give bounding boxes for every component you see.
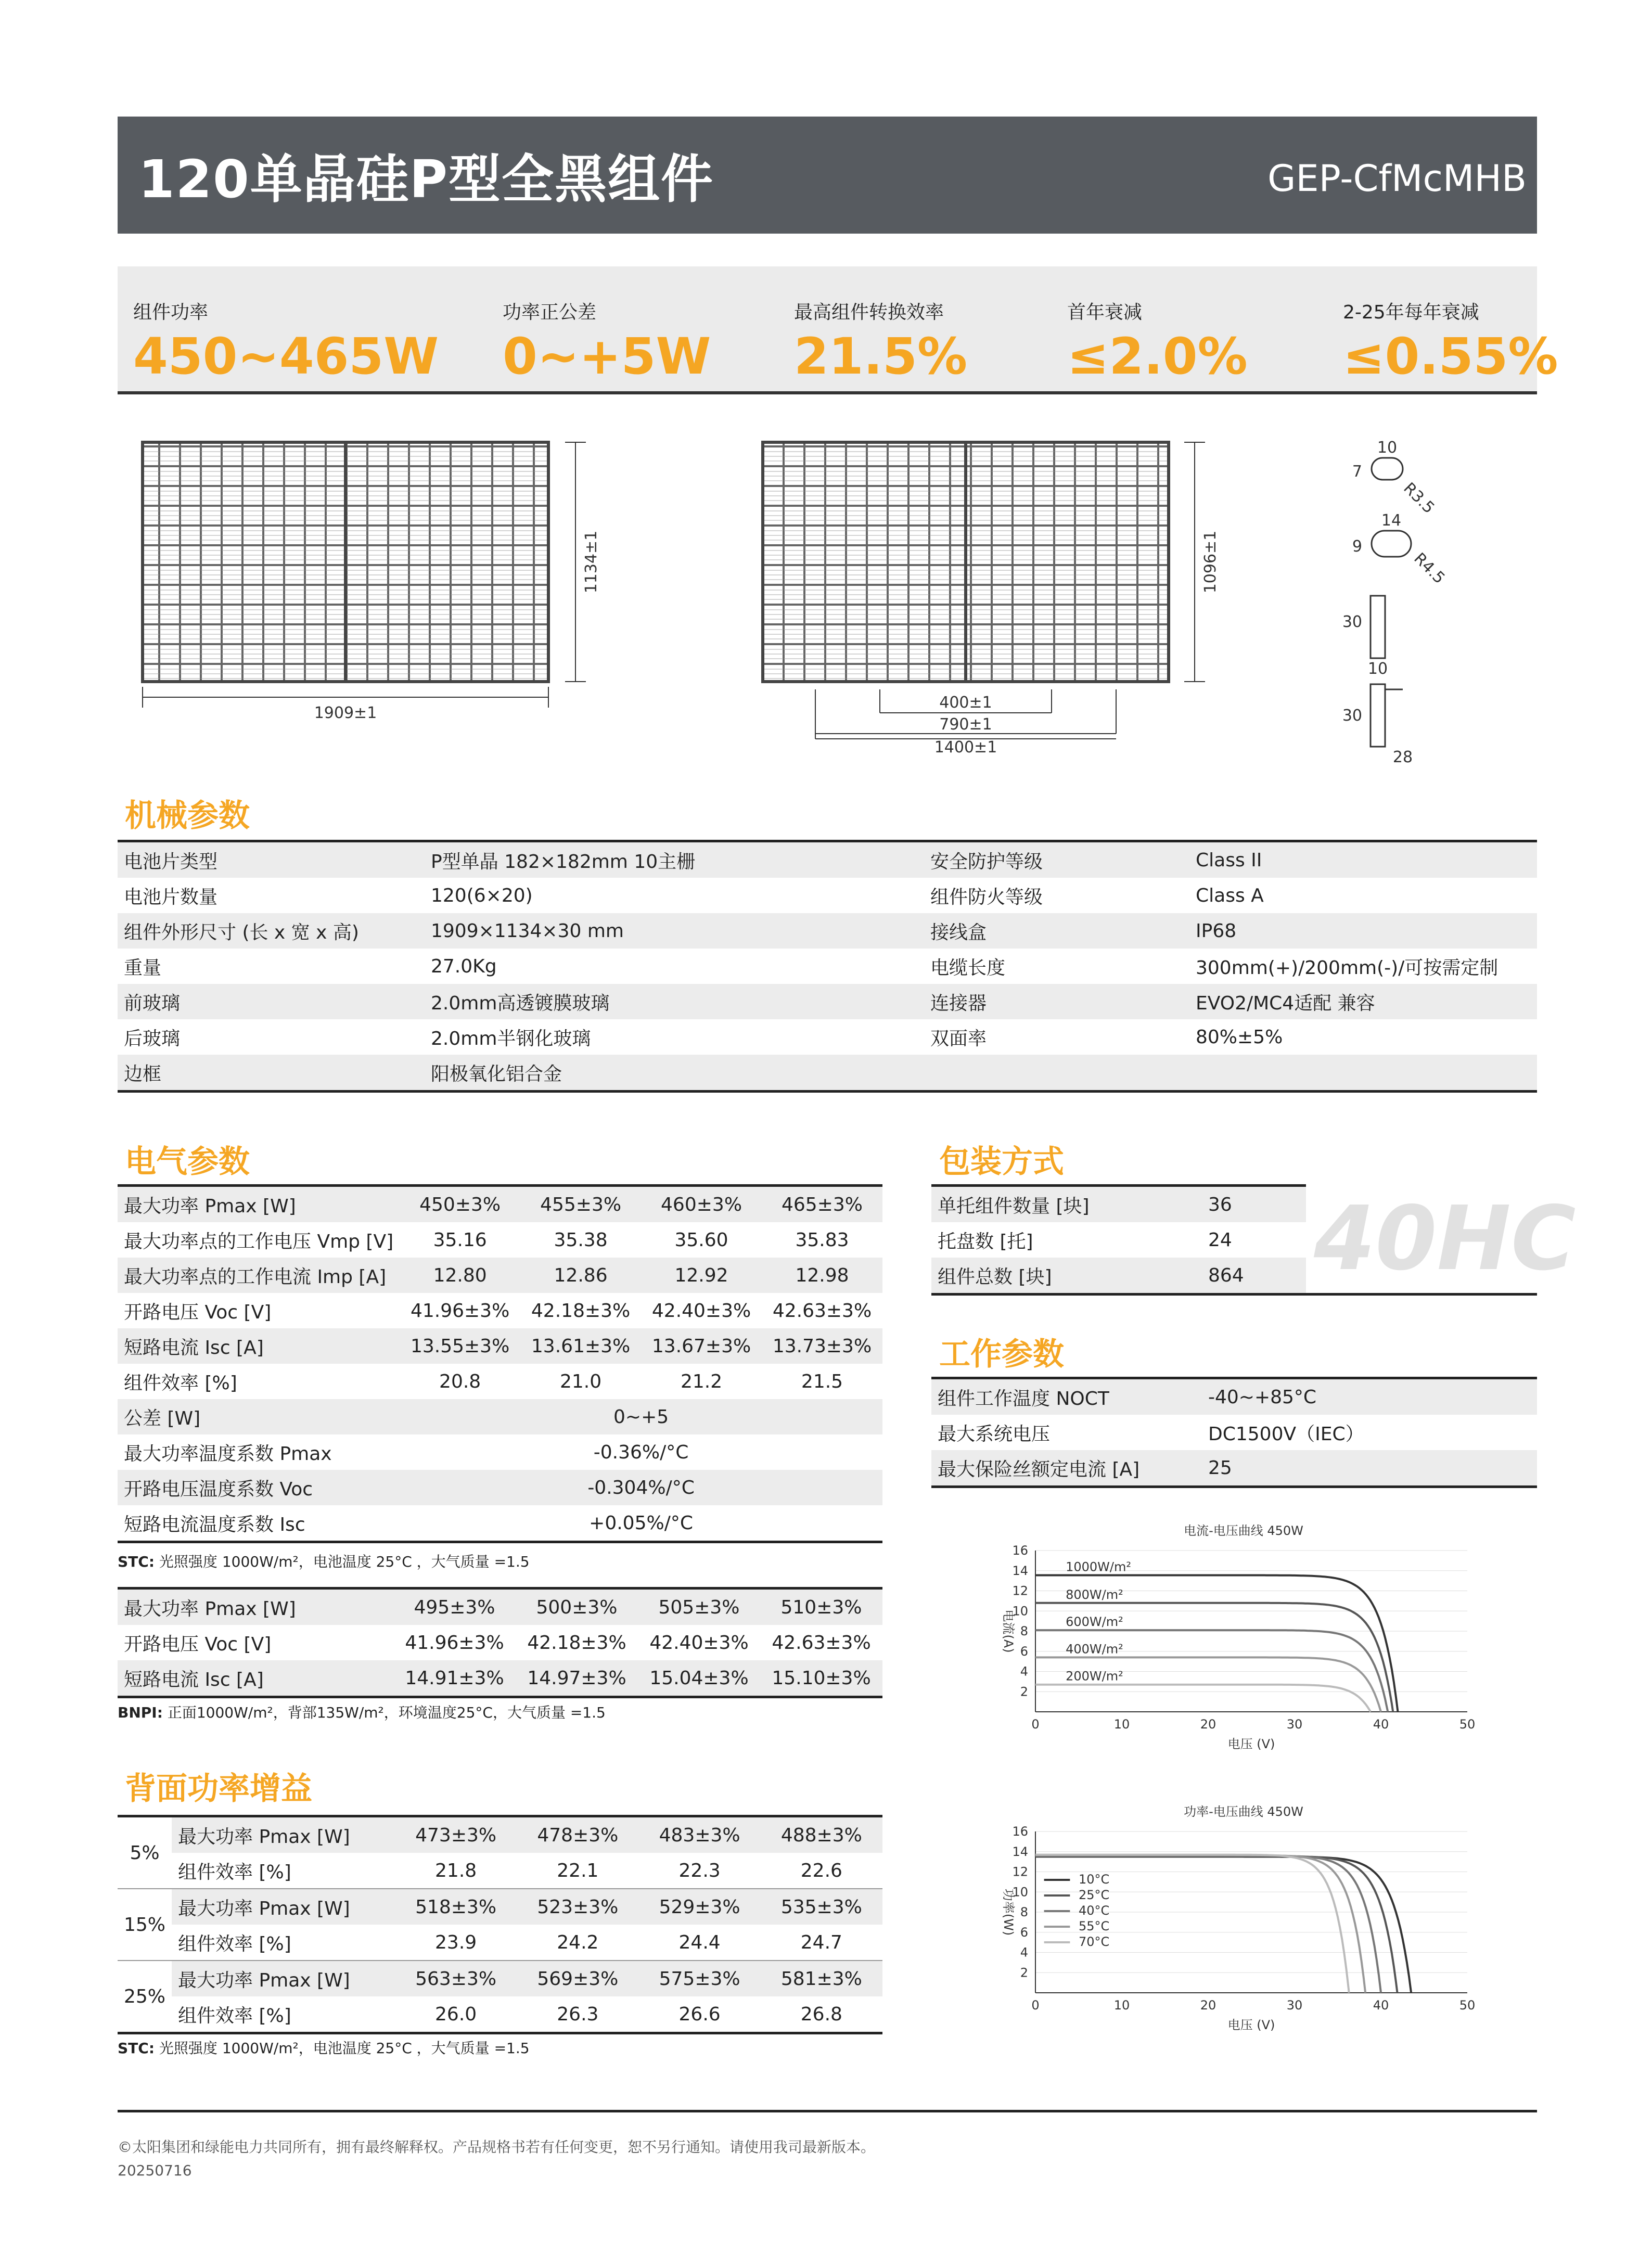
table-cell: 24.7 [761, 1925, 882, 1961]
table-cell: 单托组件数量 [块] [931, 1186, 1202, 1223]
table-cell: 35.16 [400, 1222, 520, 1258]
table-cell: 473±3% [395, 1816, 517, 1853]
table-row [118, 1853, 882, 1889]
chart-title: 电流-电压曲线 450W [1184, 1523, 1303, 1538]
footer-date: 20250716 [118, 2162, 192, 2179]
table-cell: 连接器 [924, 984, 1189, 1019]
table-cell: 前玻璃 [118, 984, 425, 1019]
kpi-annual [1343, 298, 1558, 386]
table-cell: 581±3% [761, 1961, 882, 1996]
table-cell: 42.63±3% [760, 1625, 882, 1660]
y-tick-label: 12 [1012, 1864, 1028, 1879]
table-cell: 42.18±3% [516, 1625, 638, 1660]
legend-label: 55°C [1079, 1919, 1110, 1933]
table-cell: 35.60 [641, 1222, 762, 1258]
table-cell: 25% [118, 1961, 172, 2033]
table-cell: 接线盒 [924, 913, 1189, 949]
kpi-efficiency [794, 298, 967, 386]
table-cell: 21.2 [641, 1364, 762, 1399]
y-tick-label: 8 [1020, 1905, 1028, 1919]
front-height-label: 1134±1 [582, 530, 600, 594]
table-row [931, 1258, 1306, 1295]
x-tick-label: 10 [1113, 1717, 1130, 1732]
table-row [118, 913, 1537, 949]
table-cell: 26.0 [395, 1996, 517, 2033]
table-cell: 483±3% [638, 1816, 760, 1853]
model-number: GEP-CfMcMHB [1267, 157, 1527, 200]
table-cell: 24.2 [517, 1925, 638, 1961]
back-dim1-label: 400±1 [939, 694, 992, 712]
table-cell: EVO2/MC4适配 兼容 [1189, 984, 1537, 1019]
table-cell: 80%±5% [1189, 1019, 1537, 1055]
table-row [118, 1925, 882, 1961]
table-cell: 460±3% [641, 1186, 762, 1223]
profile4-height: 30 [1342, 707, 1362, 725]
x-tick-label: 10 [1113, 1998, 1130, 2013]
profile1-radius: R3.5 [1400, 479, 1438, 518]
table-cell [1189, 1055, 1537, 1092]
kpi-label: 2-25年每年衰减 [1343, 302, 1479, 323]
table-cell: 组件效率 [%] [118, 1364, 400, 1399]
table-row [118, 1293, 882, 1328]
y-axis-label: 电流(A) [1001, 1609, 1016, 1653]
kpi-label: 首年衰减 [1067, 302, 1143, 323]
table-cell: 托盘数 [托] [931, 1222, 1202, 1258]
profile3-height: 30 [1342, 613, 1362, 631]
table-cell: 41.96±3% [400, 1293, 520, 1328]
table-row [118, 1399, 882, 1434]
table-cell: 22.3 [638, 1853, 760, 1889]
copyright-text: ©太阳集团和绿能电力共同所有，拥有最终解释权。产品规格书若有任何变更，恕不另行通知。请使用我司最新版本。 [118, 2138, 876, 2156]
x-tick-label: 40 [1373, 1998, 1389, 2013]
y-tick-label: 2 [1020, 1965, 1028, 1980]
table-cell: 阳极氧化铝合金 [425, 1055, 924, 1092]
table-cell: 组件效率 [%] [172, 1925, 395, 1961]
table-cell: 24 [1202, 1222, 1306, 1258]
table-cell: -40~+85°C [1202, 1378, 1537, 1415]
table-cell: 575±3% [638, 1961, 760, 1996]
legend-label: 70°C [1079, 1934, 1110, 1949]
table-cell: 最大功率 Pmax [W] [172, 1816, 395, 1853]
y-tick-label: 14 [1012, 1563, 1028, 1578]
table-cell: 开路电压温度系数 Voc [118, 1470, 400, 1505]
bifacial-stc-note: STC: 光照强度 1000W/m²，电池温度 25°C ，大气质量 =1.5 [118, 2040, 530, 2057]
series-label: 400W/m² [1066, 1642, 1123, 1657]
table-row [118, 984, 1537, 1019]
table-cell: 450±3% [400, 1186, 520, 1223]
table-cell: 26.6 [638, 1996, 760, 2033]
table-cell: 最大功率 Pmax [W] [172, 1961, 395, 1996]
table-cell: 安全防护等级 [924, 841, 1189, 878]
y-axis-label: 功率(W) [1001, 1888, 1016, 1936]
table-cell: 563±3% [395, 1961, 517, 1996]
kpi-strip [118, 266, 1558, 394]
table-cell: 35.38 [520, 1222, 641, 1258]
mechanical-title: 机械参数 [125, 798, 250, 834]
table-row [931, 1415, 1537, 1450]
table-cell: 1909×1134×30 mm [425, 913, 924, 949]
y-tick-label: 2 [1020, 1684, 1028, 1699]
table-cell: +0.05%/°C [400, 1505, 882, 1542]
pv-curve-chart [983, 1800, 1504, 2060]
table-cell: -0.36%/°C [400, 1434, 882, 1470]
profile2-radius: R4.5 [1410, 549, 1449, 588]
series-label: 1000W/m² [1066, 1559, 1132, 1574]
chart-title: 功率-电压曲线 450W [1184, 1804, 1303, 1819]
table-cell: 21.0 [520, 1364, 641, 1399]
stc-note: STC: 光照强度 1000W/m²，电池温度 25°C ，大气质量 =1.5 [118, 1553, 530, 1570]
table-row [118, 1055, 1537, 1092]
table-cell: 13.55±3% [400, 1328, 520, 1364]
table-cell: 22.1 [517, 1853, 638, 1889]
kpi-tolerance [503, 298, 711, 386]
table-cell: 最大功率 Pmax [W] [118, 1186, 400, 1223]
x-axis-label: 电压 (V) [1227, 1737, 1275, 1751]
y-tick-label: 8 [1020, 1624, 1028, 1638]
operating-table [931, 1377, 1537, 1488]
container-watermark: 40HC [1314, 1187, 1576, 1290]
table-cell: 42.40±3% [638, 1625, 760, 1660]
table-row [118, 1961, 882, 1996]
table-cell: 22.6 [761, 1853, 882, 1889]
table-cell: 最大功率 Pmax [W] [118, 1588, 393, 1625]
series-label: 800W/m² [1066, 1587, 1123, 1602]
series-line [1035, 1685, 1371, 1712]
front-view-drawing [143, 442, 600, 722]
table-cell: 495±3% [393, 1588, 516, 1625]
operating-title: 工作参数 [939, 1336, 1064, 1373]
table-cell: 组件工作温度 NOCT [931, 1378, 1202, 1415]
table-cell: 21.5 [762, 1364, 882, 1399]
table-cell: 2.0mm半钢化玻璃 [425, 1019, 924, 1055]
kpi-first-year [1067, 298, 1248, 386]
table-cell: 569±3% [517, 1961, 638, 1996]
table-cell: 26.3 [517, 1996, 638, 2033]
table-cell: 25 [1202, 1450, 1537, 1487]
table-cell: 24.4 [638, 1925, 760, 1961]
table-row [931, 1186, 1306, 1223]
y-tick-label: 12 [1012, 1583, 1028, 1598]
table-cell: 529±3% [638, 1889, 760, 1925]
table-cell [924, 1055, 1189, 1092]
packaging-rule [1306, 1293, 1537, 1296]
table-cell: 12.86 [520, 1258, 641, 1293]
back-dim2-label: 790±1 [939, 715, 992, 734]
table-row [118, 1996, 882, 2033]
table-row [118, 1816, 882, 1853]
back-height-label: 1096±1 [1201, 530, 1220, 594]
table-cell: 电缆长度 [924, 949, 1189, 984]
x-tick-label: 30 [1286, 1717, 1303, 1732]
table-cell: 电池片类型 [118, 841, 425, 878]
y-tick-label: 4 [1020, 1945, 1028, 1960]
kpi-label: 功率正公差 [503, 302, 597, 323]
table-cell: 500±3% [516, 1588, 638, 1625]
table-cell: 重量 [118, 949, 425, 984]
kpi-value: ≤2.0% [1067, 327, 1248, 386]
table-cell: 最大系统电压 [931, 1415, 1202, 1450]
table-row [931, 1378, 1537, 1415]
table-cell: 120(6×20) [425, 878, 924, 913]
legend-label: 25°C [1079, 1888, 1110, 1902]
table-row [118, 1258, 882, 1293]
y-tick-label: 10 [1012, 1604, 1028, 1619]
x-tick-label: 50 [1459, 1998, 1476, 2013]
table-cell: 510±3% [760, 1588, 882, 1625]
table-cell: 短路电流 Isc [A] [118, 1328, 400, 1364]
series-label: 200W/m² [1066, 1669, 1123, 1684]
table-cell: 14.91±3% [393, 1660, 516, 1697]
table-cell: 518±3% [395, 1889, 517, 1925]
profile2-width: 14 [1381, 511, 1402, 530]
kpi-label: 最高组件转换效率 [794, 302, 944, 323]
table-cell: 电池片数量 [118, 878, 425, 913]
series-label: 600W/m² [1066, 1615, 1123, 1630]
table-cell: 26.8 [761, 1996, 882, 2033]
table-cell: Class II [1189, 841, 1537, 878]
table-row [118, 1505, 882, 1542]
table-cell: 23.9 [395, 1925, 517, 1961]
kpi-value: ≤0.55% [1343, 327, 1558, 386]
frame-profile-drawings [1371, 458, 1411, 747]
bnpi-note: BNPI: 正面1000W/m²，背部135W/m²，环境温度25°C，大气质量 =1.5 [118, 1704, 606, 1721]
x-axis-label: 电压 (V) [1227, 2018, 1275, 2032]
bifacial-table [118, 1815, 882, 2034]
table-cell: 13.61±3% [520, 1328, 641, 1364]
table-cell: 最大功率温度系数 Pmax [118, 1434, 400, 1470]
kpi-value: 21.5% [794, 327, 968, 386]
table-cell: 465±3% [762, 1186, 882, 1223]
table-cell: 0~+5 [400, 1399, 882, 1434]
table-cell: 455±3% [520, 1186, 641, 1223]
module-drawings [118, 427, 1537, 780]
page-title: 120单晶硅P型全黑组件 [138, 149, 714, 210]
table-cell: 41.96±3% [393, 1625, 516, 1660]
table-row [118, 1186, 882, 1223]
table-row [118, 1588, 882, 1625]
table-cell: 15% [118, 1889, 172, 1961]
y-tick-label: 4 [1020, 1664, 1028, 1679]
table-cell: 组件效率 [%] [172, 1996, 395, 2033]
x-tick-label: 30 [1286, 1998, 1303, 2013]
table-cell: 12.92 [641, 1258, 762, 1293]
footer-rule [118, 2110, 1537, 2112]
table-cell: 36 [1202, 1186, 1306, 1223]
table-cell: 523±3% [517, 1889, 638, 1925]
electrical-table [118, 1184, 882, 1543]
profile1-width: 10 [1377, 439, 1398, 457]
kpi-label: 组件功率 [133, 302, 209, 323]
table-cell: 27.0Kg [425, 949, 924, 984]
table-cell: 开路电压 Voc [V] [118, 1625, 393, 1660]
table-cell: 开路电压 Voc [V] [118, 1293, 400, 1328]
table-row [931, 1450, 1537, 1487]
table-row [118, 949, 1537, 984]
legend-label: 10°C [1079, 1872, 1110, 1887]
table-cell: 35.83 [762, 1222, 882, 1258]
table-cell: 组件总数 [块] [931, 1258, 1202, 1295]
table-row [118, 1470, 882, 1505]
packaging-title: 包装方式 [939, 1144, 1064, 1180]
x-tick-label: 20 [1200, 1717, 1216, 1732]
table-cell: 最大功率点的工作电流 Imp [A] [118, 1258, 400, 1293]
back-view-drawing [763, 442, 1220, 757]
table-cell: 最大功率点的工作电压 Vmp [V] [118, 1222, 400, 1258]
y-tick-label: 14 [1012, 1844, 1028, 1859]
table-row [118, 1660, 882, 1697]
table-row [118, 841, 1537, 878]
table-cell: 42.18±3% [520, 1293, 641, 1328]
packaging-table [931, 1184, 1306, 1296]
table-cell: 边框 [118, 1055, 425, 1092]
table-cell: 组件防火等级 [924, 878, 1189, 913]
kpi-value: 450~465W [133, 327, 439, 386]
profile1-height: 7 [1352, 463, 1362, 481]
table-cell: 5% [118, 1816, 172, 1889]
table-row [118, 878, 1537, 913]
table-cell: DC1500V（IEC） [1202, 1415, 1537, 1450]
table-row [118, 1019, 1537, 1055]
table-cell: 505±3% [638, 1588, 760, 1625]
table-cell: 12.98 [762, 1258, 882, 1293]
x-tick-label: 40 [1373, 1717, 1389, 1732]
table-cell: Class A [1189, 878, 1537, 913]
x-tick-label: 50 [1459, 1717, 1476, 1732]
table-cell: 42.63±3% [762, 1293, 882, 1328]
table-row [118, 1364, 882, 1399]
table-cell: 双面率 [924, 1019, 1189, 1055]
bnpi-table [118, 1587, 882, 1698]
table-cell: -0.304%/°C [400, 1470, 882, 1505]
table-cell: 15.04±3% [638, 1660, 760, 1697]
table-cell: 42.40±3% [641, 1293, 762, 1328]
profile4-width: 28 [1392, 748, 1413, 766]
table-row [931, 1222, 1306, 1258]
kpi-value: 0~+5W [503, 327, 711, 386]
table-cell: 488±3% [761, 1816, 882, 1853]
x-tick-label: 0 [1031, 1998, 1040, 2013]
electrical-title: 电气参数 [125, 1144, 250, 1180]
y-tick-label: 10 [1012, 1885, 1028, 1900]
table-cell: 300mm(+)/200mm(-)/可按需定制 [1189, 949, 1537, 984]
table-cell: 组件外形尺寸 (长 x 宽 x 高) [118, 913, 425, 949]
table-cell: 20.8 [400, 1364, 520, 1399]
table-cell: 21.8 [395, 1853, 517, 1889]
table-cell: 短路电流温度系数 Isc [118, 1505, 400, 1542]
table-cell: 2.0mm高透镀膜玻璃 [425, 984, 924, 1019]
table-cell: 最大功率 Pmax [W] [172, 1889, 395, 1925]
table-cell: P型单晶 182×182mm 10主栅 [425, 841, 924, 878]
table-cell: 13.73±3% [762, 1328, 882, 1364]
legend-label: 40°C [1079, 1903, 1110, 1918]
table-cell: 后玻璃 [118, 1019, 425, 1055]
table-row [118, 1889, 882, 1925]
table-cell: 短路电流 Isc [A] [118, 1660, 393, 1697]
table-cell: 15.10±3% [760, 1660, 882, 1697]
table-row [118, 1222, 882, 1258]
iv-curve-chart [983, 1519, 1504, 1779]
y-tick-label: 6 [1020, 1925, 1028, 1940]
x-tick-label: 0 [1031, 1717, 1040, 1732]
table-row [118, 1625, 882, 1660]
table-row [118, 1434, 882, 1470]
profile2-height: 9 [1352, 537, 1362, 556]
bifacial-title: 背面功率增益 [125, 1771, 312, 1807]
mechanical-table [118, 840, 1537, 1093]
table-cell: 组件效率 [%] [172, 1853, 395, 1889]
table-cell: 864 [1202, 1258, 1306, 1295]
y-tick-label: 16 [1012, 1824, 1028, 1839]
table-cell: 公差 [W] [118, 1399, 400, 1434]
table-cell: 478±3% [517, 1816, 638, 1853]
table-cell: 14.97±3% [516, 1660, 638, 1697]
header-bar [118, 117, 1537, 234]
kpi-power [133, 298, 439, 386]
back-dim3-label: 1400±1 [934, 738, 997, 757]
x-tick-label: 20 [1200, 1998, 1216, 2013]
profile3-width: 10 [1367, 660, 1388, 678]
table-cell: IP68 [1189, 913, 1537, 949]
table-cell: 13.67±3% [641, 1328, 762, 1364]
y-tick-label: 16 [1012, 1543, 1028, 1558]
table-cell: 535±3% [761, 1889, 882, 1925]
y-tick-label: 6 [1020, 1644, 1028, 1659]
front-width-label: 1909±1 [314, 704, 377, 722]
table-row [118, 1328, 882, 1364]
table-cell: 12.80 [400, 1258, 520, 1293]
table-cell: 最大保险丝额定电流 [A] [931, 1450, 1202, 1487]
